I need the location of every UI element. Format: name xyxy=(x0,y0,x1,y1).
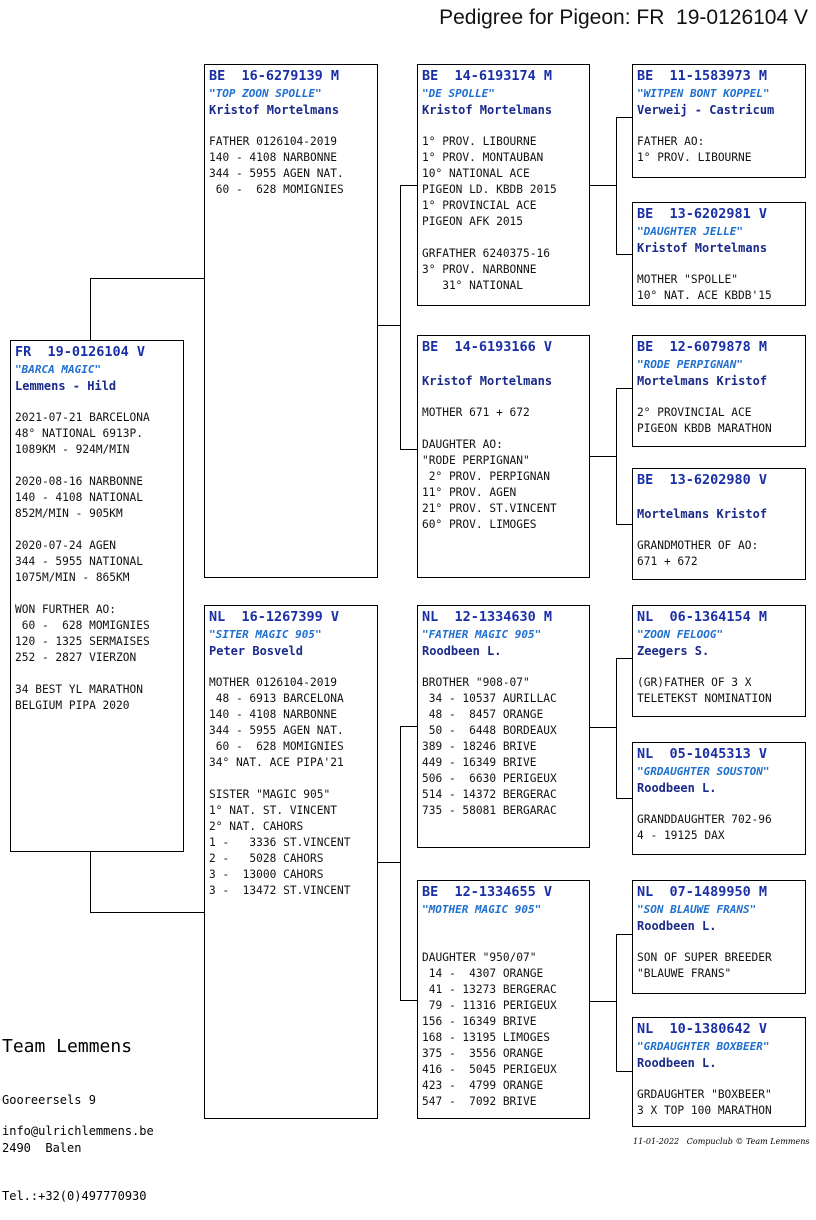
team-phone: Tel.:+32(0)497770930 xyxy=(2,1189,147,1203)
connector-line xyxy=(377,862,400,863)
connector-line xyxy=(90,912,204,913)
team-street: Gooreersels 9 xyxy=(2,1093,96,1107)
team-email: info@ulrichlemmens.be xyxy=(2,1124,154,1138)
connector-line xyxy=(589,727,616,728)
connector-line xyxy=(616,254,633,255)
pigeon-info: 1° PROV. LIBOURNE 1° PROV. MONTAUBAN 10° NATIONAL ACE PIGEON LD. KBDB 2015 1° PROVINCIAL ACE PIGEON AFK 2015 GRFATHER 6240375-16 3° PROV. NARBONNE 31° NATIONAL xyxy=(422,135,557,292)
pigeon-name: "TOP ZOON SPOLLE" xyxy=(209,87,322,100)
great-grandparent-card xyxy=(632,605,806,717)
pigeon-info: MOTHER "SPOLLE" 10° NAT. ACE KBDB'15 xyxy=(637,273,772,302)
ring-number: BE 12-1334655 V xyxy=(422,884,553,900)
connector-line xyxy=(377,325,400,326)
pigeon-info: MOTHER 671 + 672 DAUGHTER AO: "RODE PERPIGNAN" 2° PROV. PERPIGNAN 11° PROV. AGEN 21° PROV. ST.VINCENT 60° PROV. LIMOGES xyxy=(422,406,557,531)
pigeon-name: "RODE PERPIGNAN" xyxy=(637,358,743,371)
connector-line xyxy=(616,934,617,1071)
dam-card xyxy=(204,605,378,1119)
pigeon-name: "FATHER MAGIC 905" xyxy=(422,628,542,641)
pigeon-name: "GRDAUGHTER SOUSTON" xyxy=(637,765,770,778)
ring-number: NL 05-1045313 V xyxy=(637,746,768,762)
great-grandparent-card xyxy=(632,1017,806,1127)
great-grandparent-card xyxy=(632,742,806,855)
pigeon-name: "DE SPOLLE" xyxy=(422,87,495,100)
grandsire-sire-side-card xyxy=(417,64,590,306)
pigeon-info: (GR)FATHER OF 3 X TELETEKST NOMINATION xyxy=(637,676,772,705)
breeder-name: Mortelmans Kristof xyxy=(637,507,768,521)
breeder-name: Kristof Mortelmans xyxy=(209,103,340,117)
great-grandparent-card xyxy=(632,335,806,447)
ring-number: NL 12-1334630 M xyxy=(422,609,553,625)
ring-number: NL 10-1380642 V xyxy=(637,1021,768,1037)
grandsire-dam-side-card xyxy=(417,605,590,848)
pigeon-info: MOTHER 0126104-2019 48 - 6913 BARCELONA 140 - 4108 NARBONNE 344 - 5955 AGEN NAT. 60 - 628 MOMIGNIES 34° NAT. ACE PIPA'21 SISTER "MAGIC 905" 1° NAT. ST. VINCENT 2° NAT. CAHORS 1 - 3336 ST.VINCENT 2 - 5028 CAHORS 3 - 13000 CAHORS 3 - 13472 ST.VINCENT xyxy=(209,676,351,897)
pigeon-info: FATHER 0126104-2019 140 - 4108 NARBONNE 344 - 5955 AGEN NAT. 60 - 628 MOMIGNIES xyxy=(209,135,344,196)
connector-line xyxy=(616,117,617,254)
connector-line xyxy=(400,726,401,1000)
pigeon-info: SON OF SUPER BREEDER "BLAUWE FRANS" xyxy=(637,951,772,980)
great-grandparent-card xyxy=(632,64,806,178)
pigeon-name: "WITPEN BONT KOPPEL" xyxy=(637,87,770,100)
team-name: Team Lemmens xyxy=(2,1036,133,1057)
great-grandparent-card xyxy=(632,202,806,306)
breeder-name: Verweij - Castricum xyxy=(637,103,775,117)
great-grandparent-card xyxy=(632,468,806,580)
connector-line xyxy=(616,388,633,389)
footer-credit: 11-01-2022 Compuclub © Team Lemmens xyxy=(633,1137,810,1146)
connector-line xyxy=(589,456,616,457)
pigeon-info: GRANDDAUGHTER 702-96 4 - 19125 DAX xyxy=(637,813,772,842)
ring-number: BE 12-6079878 M xyxy=(637,339,768,355)
connector-line xyxy=(90,278,204,279)
pigeon-info: 2021-07-21 BARCELONA 48° NATIONAL 6913P. 1089KM - 924M/MIN 2020-08-16 NARBONNE 140 - 4108 NATIONAL 852M/MIN - 905KM 2020-07-24 AGEN 344 - 5955 NATIONAL 1075M/MIN - 865KM WON FURTHER AO: 60 - 628 MOMIGNIES 120 - 1325 SERMAISES 252 - 2827 VIERZON 34 BEST YL MARATHON BELGIUM PIPA 2020 xyxy=(15,411,150,712)
granddam-sire-side-card xyxy=(417,335,590,578)
connector-line xyxy=(400,1000,417,1001)
breeder-name: Roodbeen L. xyxy=(637,919,717,933)
connector-line xyxy=(616,388,617,524)
breeder-name: Peter Bosveld xyxy=(209,644,303,658)
team-address xyxy=(2,1060,147,1220)
ring-number: NL 07-1489950 M xyxy=(637,884,768,900)
breeder-name: Lemmens - Hild xyxy=(15,379,117,393)
breeder-name: Kristof Mortelmans xyxy=(422,374,553,388)
connector-line xyxy=(589,1001,616,1002)
sire-card xyxy=(204,64,378,578)
breeder-name: Kristof Mortelmans xyxy=(637,241,768,255)
pigeon-name: "GRDAUGHTER BOXBEER" xyxy=(637,1040,770,1053)
ring-number: BE 13-6202981 V xyxy=(637,206,768,222)
pigeon-name xyxy=(422,356,585,373)
pigeon-info: FATHER AO: 1° PROV. LIBOURNE xyxy=(637,135,752,164)
page-title: Pedigree for Pigeon: FR 19-0126104 V xyxy=(439,6,808,29)
pigeon-name: "SON BLAUWE FRANS" xyxy=(637,903,757,916)
pigeon-info: BROTHER "908-07" 34 - 10537 AURILLAC 48 - 8457 ORANGE 50 - 6448 BORDEAUX 389 - 18246 BRIVE 449 - 16349 BRIVE 506 - 6630 PERIGEUX 514 - 14372 BERGERAC 735 - 58081 BERGARAC xyxy=(422,676,557,817)
breeder-name: Roodbeen L. xyxy=(637,1056,717,1070)
ring-number: BE 16-6279139 M xyxy=(209,68,340,84)
connector-line xyxy=(616,658,617,798)
granddam-dam-side-card xyxy=(417,880,590,1119)
ring-number: BE 13-6202980 V xyxy=(637,472,768,488)
ring-number: NL 06-1364154 M xyxy=(637,609,768,625)
pigeon-info: 2° PROVINCIAL ACE PIGEON KBDB MARATHON xyxy=(637,406,772,435)
pigeon-info: DAUGHTER "950/07" 14 - 4307 ORANGE 41 - 13273 BERGERAC 79 - 11316 PERIGEUX 156 - 16349 BRIVE 168 - 13195 LIMOGES 375 - 3556 ORANGE 416 - 5045 PERIGEUX 423 - 4799 ORANGE 547 - 7092 BRIVE xyxy=(422,951,557,1108)
connector-line xyxy=(90,852,91,912)
connector-line xyxy=(616,798,633,799)
connector-line xyxy=(589,185,616,186)
pigeon-name: "ZOON FELOOG" xyxy=(637,628,724,641)
pigeon-info: GRDAUGHTER "BOXBEER" 3 X TOP 100 MARATHON xyxy=(637,1088,772,1117)
connector-line xyxy=(616,1071,633,1072)
connector-line xyxy=(400,185,401,449)
pigeon-name: "BARCA MAGIC" xyxy=(15,363,102,376)
breeder-name: Mortelmans Kristof xyxy=(637,374,768,388)
breeder-name: Kristof Mortelmans xyxy=(422,103,553,117)
ring-number: BE 11-1583973 M xyxy=(637,68,768,84)
pigeon-name xyxy=(637,489,801,506)
connector-line xyxy=(616,524,633,525)
connector-line xyxy=(400,726,417,727)
ring-number: FR 19-0126104 V xyxy=(15,344,146,360)
great-grandparent-card xyxy=(632,880,806,994)
breeder-name: Roodbeen L. xyxy=(637,781,717,795)
breeder-name: Zeegers S. xyxy=(637,644,710,658)
breeder-name: Roodbeen L. xyxy=(422,644,502,658)
connector-line xyxy=(400,185,417,186)
team-city: 2490 Balen xyxy=(2,1141,82,1155)
breeder-name xyxy=(422,918,585,935)
subject-pigeon-card xyxy=(10,340,184,852)
connector-line xyxy=(616,658,633,659)
connector-line xyxy=(616,117,633,118)
connector-line xyxy=(616,934,633,935)
pigeon-name: "DAUGHTER JELLE" xyxy=(637,225,743,238)
connector-line xyxy=(90,278,91,340)
pigeon-name: "SITER MAGIC 905" xyxy=(209,628,322,641)
pigeon-name: "MOTHER MAGIC 905" xyxy=(422,903,542,916)
ring-number: BE 14-6193174 M xyxy=(422,68,553,84)
connector-line xyxy=(400,449,417,450)
ring-number: BE 14-6193166 V xyxy=(422,339,553,355)
pigeon-info: GRANDMOTHER OF AO: 671 + 672 xyxy=(637,539,759,568)
ring-number: NL 16-1267399 V xyxy=(209,609,340,625)
